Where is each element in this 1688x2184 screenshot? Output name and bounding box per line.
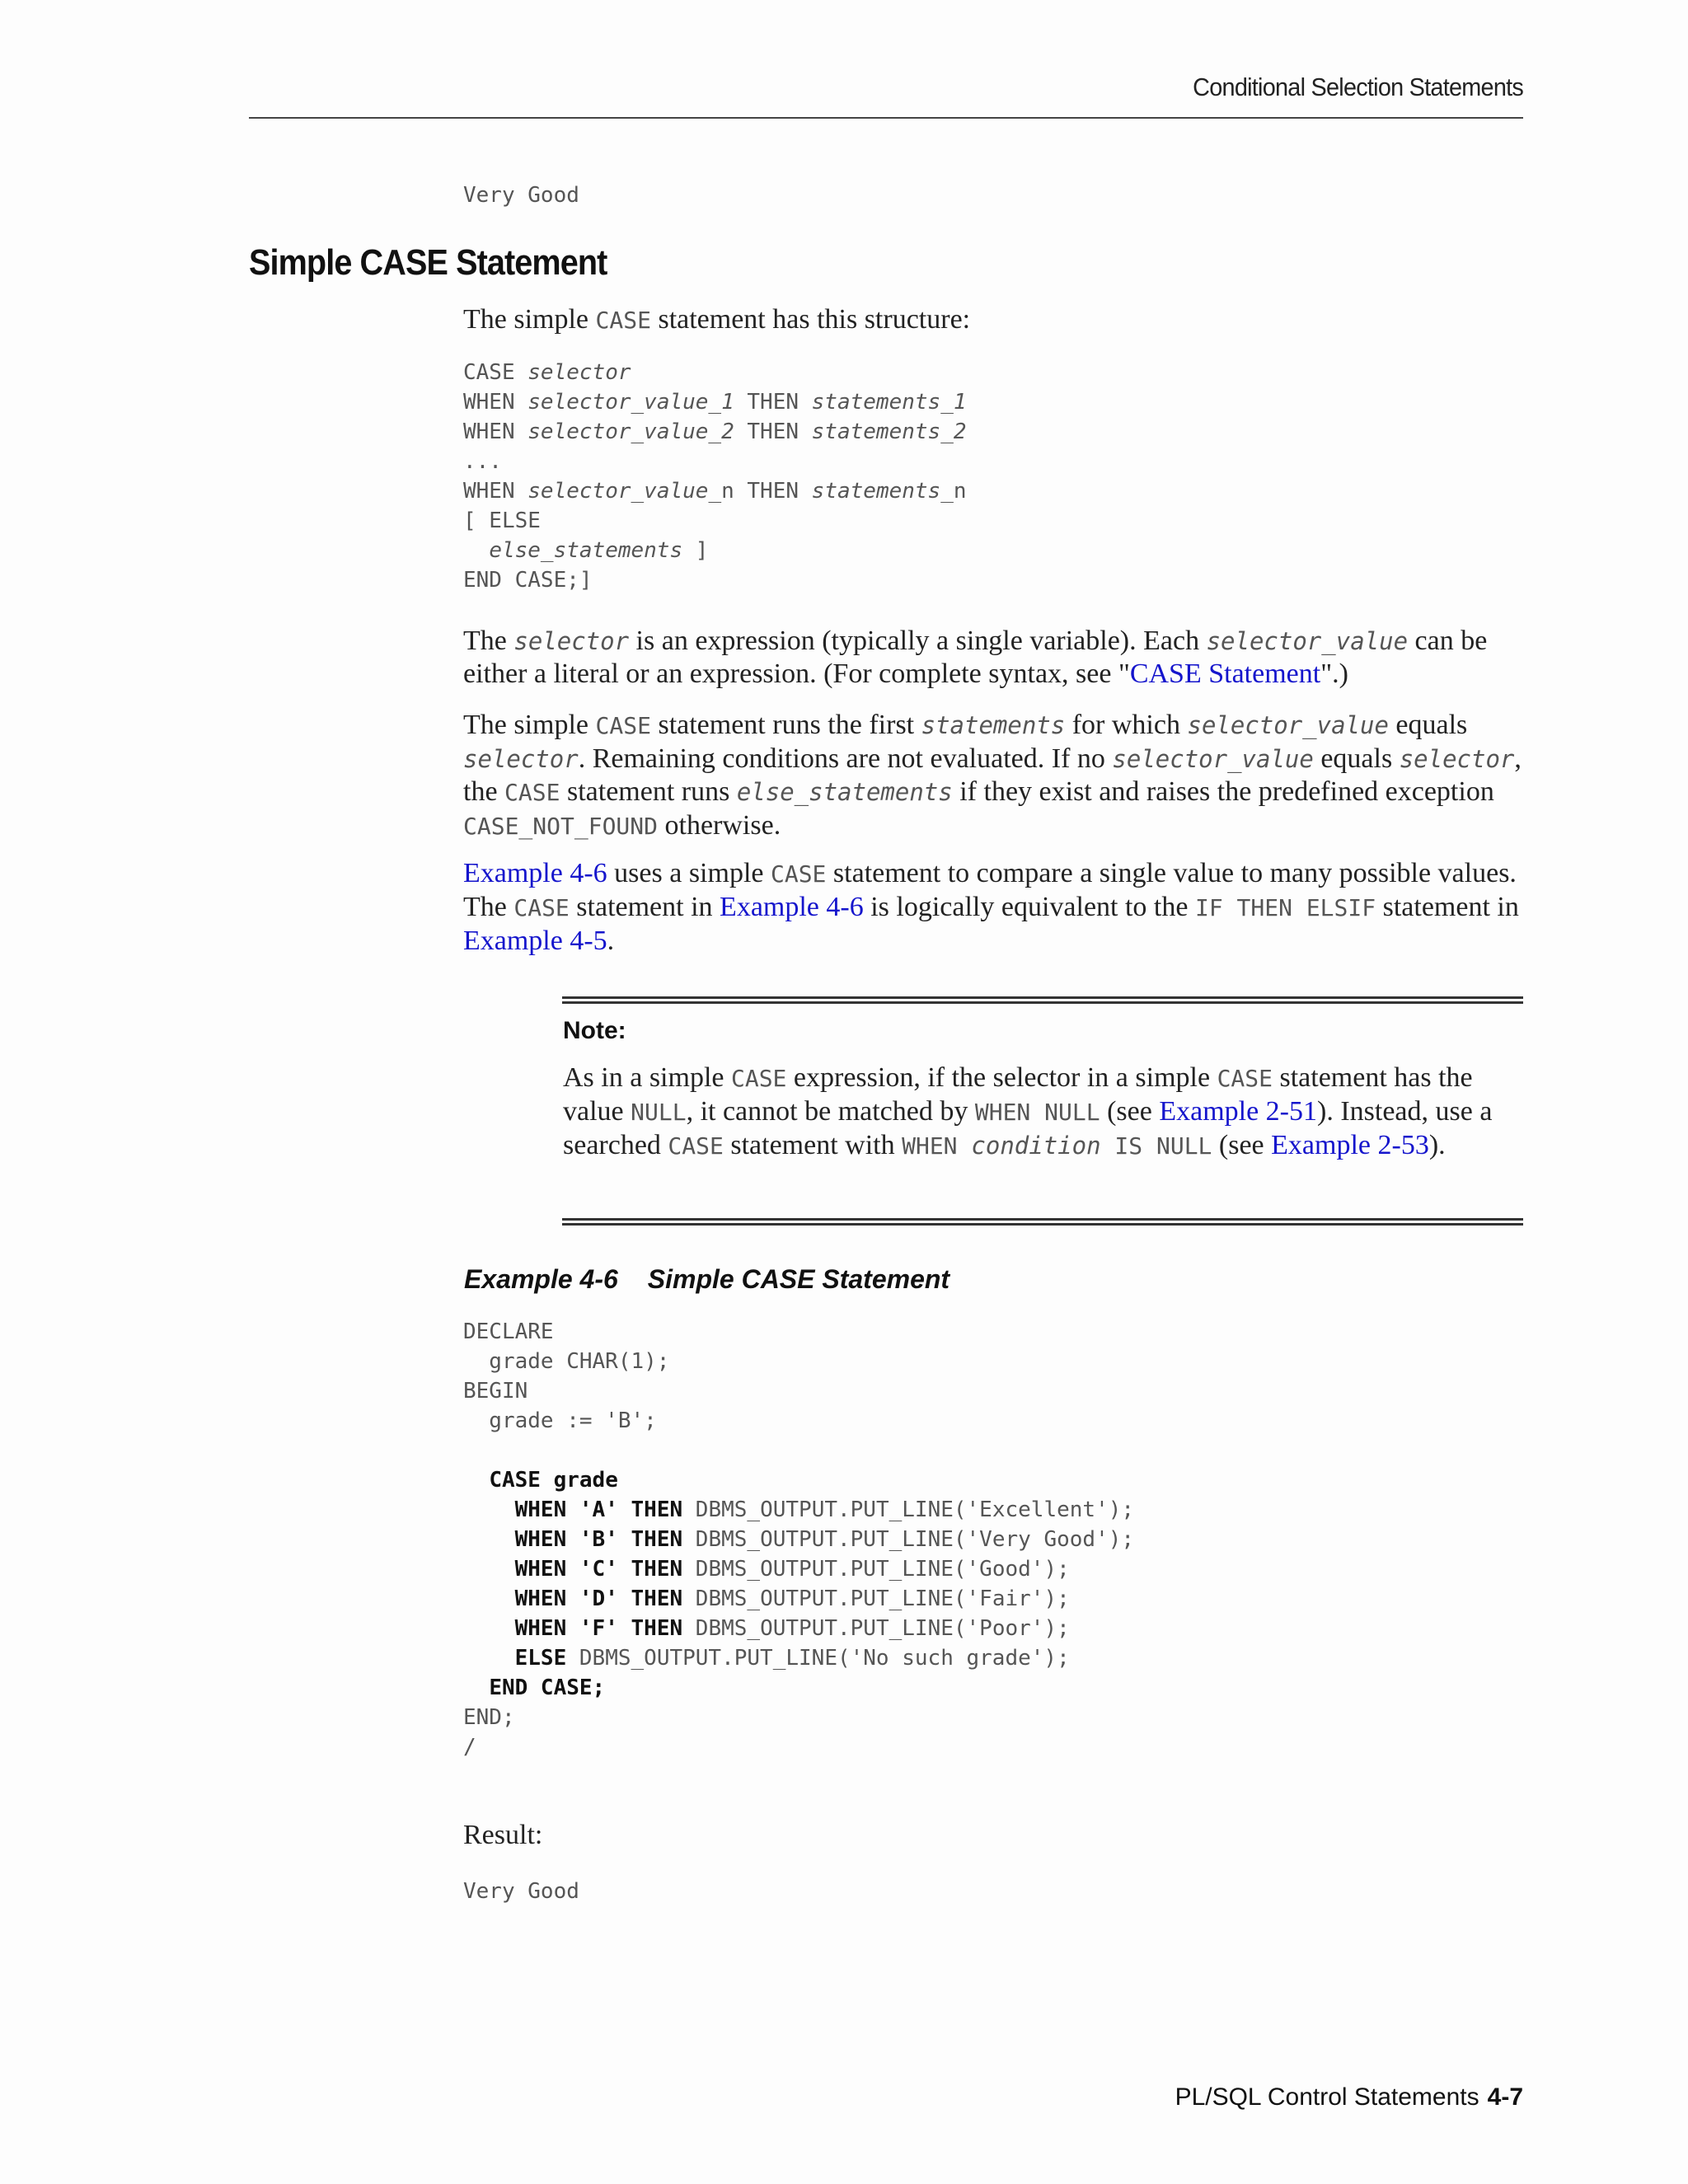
result-label: Result: [463, 1820, 543, 1850]
intro-paragraph: The simple CASE statement has this structure: [463, 304, 971, 335]
result-output: Very Good [463, 1879, 579, 1904]
case-statement-link[interactable]: CASE Statement [1129, 658, 1321, 689]
note-title: Note: [563, 1017, 626, 1044]
example-4-6-link[interactable]: Example 4-6 [720, 892, 864, 922]
example-title: Example 4-6 Simple CASE Statement [464, 1264, 950, 1294]
top-output: Very Good [463, 183, 579, 208]
header-rule [249, 117, 1523, 119]
page-number: 4-7 [1487, 2083, 1523, 2111]
example-2-51-link[interactable]: Example 2-51 [1159, 1096, 1317, 1127]
example-4-5-link[interactable]: Example 4-5 [463, 926, 607, 956]
example-reference-paragraph: Example 4-6 uses a simple CASE statement to compare a single value to many possible values. The CASE statement in Example 4-6 is logically equivalent to the IF THEN ELSIF statement in Example 4-5. [463, 858, 1519, 956]
page-footer [1175, 2083, 1523, 2111]
syntax-block: CASE selector WHEN selector_value_1 THEN statements_1 WHEN selector_value_2 THEN statements_2 ... WHEN selector_value_n THEN statements_n [ ELSE else_statements ] END CASE;] [463, 360, 967, 593]
note-top-rule [562, 996, 1523, 1004]
behavior-paragraph: The simple CASE statement runs the first statements for which selector_value equals selector. Remaining conditions are not evaluated. If no selector_value equals selector, the CASE statement runs else_statements if they exist and raises the predefined exception CASE_NOT_FOUND otherwise. [463, 710, 1522, 841]
example-code-block: DECLARE grade CHAR(1); BEGIN grade := 'B'; CASE grade WHEN 'A' THEN DBMS_OUTPUT.PUT_LINE('Excellent'); WHEN 'B' THEN DBMS_OUTPUT.PUT_LINE('Very Good'); WHEN 'C' THEN DBMS_OUTPUT.PUT_LINE('Good'); WHEN 'D' THEN DBMS_OUTPUT.PUT_LINE('Fair'); WHEN 'F' THEN DBMS_OUTPUT.PUT_LINE('Poor'); ELSE DBMS_OUTPUT.PUT_LINE('No such grade'); END CASE; END; / [463, 1319, 1135, 1760]
example-2-53-link[interactable]: Example 2-53 [1271, 1130, 1429, 1160]
note-body: As in a simple CASE expression, if the selector in a simple CASE statement has the value NULL, it cannot be matched by WHEN NULL (see Example 2-51). Instead, use a searched CASE statement with WHEN condition IS NULL (see Example 2-53). [563, 1062, 1493, 1160]
running-head: Conditional Selection Statements [1193, 73, 1523, 101]
selector-paragraph: The selector is an expression (typically a single variable). Each selector_value can be either a literal or an expression. (For complete syntax, see "CASE Statement".) [463, 626, 1488, 689]
example-4-6-link[interactable]: Example 4-6 [463, 858, 607, 888]
footer-title: PL/SQL Control Statements [1175, 2083, 1479, 2111]
note-bottom-rule [562, 1218, 1523, 1226]
section-title: Simple CASE Statement [249, 242, 607, 283]
